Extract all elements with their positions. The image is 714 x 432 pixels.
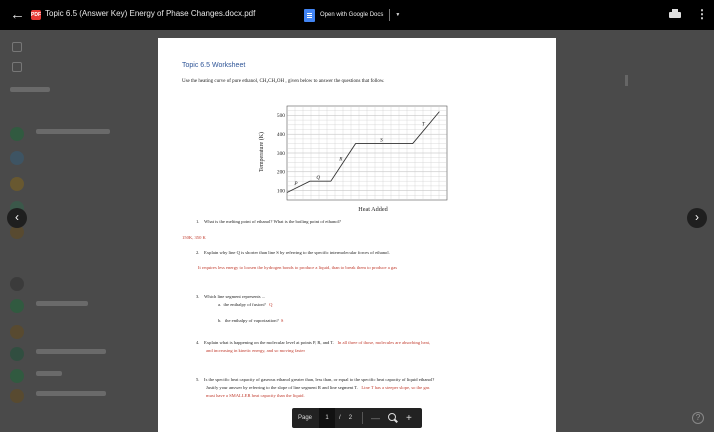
more-vert-icon[interactable]: ⋮ xyxy=(696,7,708,21)
worksheet-title: Topic 6.5 Worksheet xyxy=(182,62,246,69)
question-3a: a. the enthalpy of fusion? Q xyxy=(218,302,273,307)
background-row xyxy=(0,296,150,318)
open-with-button[interactable] xyxy=(304,8,400,22)
answer-2: It requires less energy to loosen the hydrogen bonds to produce a liquid, than to break them to produce a gas xyxy=(198,265,398,270)
segment-label-r: R xyxy=(339,156,343,163)
previous-file-button[interactable] xyxy=(7,208,27,228)
zoom-out-button[interactable]: — xyxy=(371,413,381,423)
background-avatar xyxy=(10,347,24,361)
chevron-left-icon: ‹ xyxy=(15,210,19,224)
answer-5-continued: must have a SMALLER heat capacity than the liquid. xyxy=(206,393,305,398)
background-text xyxy=(36,349,106,354)
segment-label-t: T xyxy=(422,121,425,128)
question-3b: b. the enthalpy of vaporization? S xyxy=(218,318,284,323)
help-icon[interactable]: ? xyxy=(692,412,704,424)
page-label: Page xyxy=(298,415,313,421)
segment-labels xyxy=(293,122,426,187)
y-tick-label: 300 xyxy=(276,150,285,157)
background-row xyxy=(0,174,150,196)
y-tick-label: 100 xyxy=(276,188,285,195)
heating-curve-chart xyxy=(253,100,453,214)
pdf-file-icon: PDF xyxy=(31,12,41,18)
y-axis xyxy=(277,113,285,194)
question-5: 5. Is the specific heat capacity of gaseous ethanol greater than, less than, or equal to the specific heat capacity of liquid ethanol? xyxy=(196,377,435,382)
background-icon xyxy=(12,62,22,72)
background-icon xyxy=(12,42,22,52)
background-avatar xyxy=(10,389,24,403)
answer-4: In all three of those, molecules are absorbing heat, xyxy=(337,340,431,345)
question-3: 3. Which line segment represents ... xyxy=(196,294,266,299)
open-with-label: Open with Google Docs xyxy=(320,12,384,18)
question-4: 4. Explain what is happening on the molecular level at points P, R, and T. In all three of those, molecules are absorbing heat, xyxy=(196,340,431,345)
background-row xyxy=(0,386,150,408)
background-row xyxy=(0,124,150,146)
question-1: 1. What is the melting point of ethanol? What is the boiling point of ethanol? xyxy=(196,219,341,224)
answer-5: Line T has a steeper slope, so the gas xyxy=(361,385,430,390)
background-row xyxy=(0,322,150,344)
instruction-text: Use the heating curve of pure ethanol, CH₃CH₂OH , given below to answer the questions that follow. xyxy=(182,79,385,84)
background-row xyxy=(0,366,150,388)
background-text xyxy=(36,391,106,396)
background-avatar xyxy=(10,127,24,141)
background-row xyxy=(0,344,150,366)
divider xyxy=(389,9,390,21)
total-pages: 2 xyxy=(348,415,353,421)
segment-label-p: P xyxy=(294,180,298,187)
background-text xyxy=(36,301,88,306)
question-5-continued: Justify your answer by referring to the slope of line segment R and line segment T. Line T has a steeper slope, so the gas xyxy=(206,385,430,390)
chevron-right-icon: › xyxy=(695,210,699,224)
divider xyxy=(362,412,363,424)
chart-grid xyxy=(287,106,447,200)
viewer-toolbar xyxy=(0,0,714,30)
background-row xyxy=(0,148,150,170)
question-2: 2. Explain why line Q is shorter than line S by referring to the specific intermolecular forces of ethanol. xyxy=(196,250,390,255)
next-file-button[interactable] xyxy=(687,208,707,228)
segment-label-q: Q xyxy=(316,175,321,182)
page-navigator xyxy=(292,408,422,428)
answer-1: 150K, 350 K xyxy=(182,235,206,240)
heating-curve-line xyxy=(287,112,439,193)
background-avatar xyxy=(10,299,24,313)
x-axis-label: Heat Added xyxy=(358,206,388,213)
background-avatar xyxy=(10,277,24,291)
background-mark xyxy=(625,75,628,86)
chevron-down-icon[interactable]: ▼ xyxy=(395,12,401,18)
y-tick-label: 400 xyxy=(276,132,285,138)
background-row xyxy=(0,274,150,296)
background-avatar xyxy=(10,151,24,165)
y-tick-label: 200 xyxy=(276,169,285,176)
document-title: Topic 6.5 (Answer Key) Energy of Phase Changes.docx.pdf xyxy=(45,9,256,18)
page-separator: / xyxy=(339,415,341,421)
y-tick-label: 500 xyxy=(276,113,285,120)
background-text xyxy=(36,129,110,134)
current-page-input[interactable]: 1 xyxy=(319,408,335,428)
arrow-left-icon[interactable]: ← xyxy=(10,6,25,23)
background-row xyxy=(0,82,150,104)
background-avatar xyxy=(10,177,24,191)
background-text xyxy=(10,87,50,92)
background-avatar xyxy=(10,369,24,383)
print-icon[interactable] xyxy=(669,9,681,20)
segment-label-s: S xyxy=(380,137,383,144)
background-avatar xyxy=(10,325,24,339)
answer-4-continued: and increasing in kinetic energy, and so moving faster xyxy=(206,348,305,353)
y-axis-label: Temperature (K) xyxy=(259,131,265,173)
background-text xyxy=(36,371,62,376)
answer-3b: S xyxy=(280,318,284,323)
pdf-page xyxy=(158,38,556,432)
answer-3a: Q xyxy=(269,302,273,307)
zoom-icon[interactable] xyxy=(388,413,398,423)
google-docs-icon xyxy=(304,9,315,22)
zoom-in-button[interactable]: + xyxy=(406,412,412,424)
